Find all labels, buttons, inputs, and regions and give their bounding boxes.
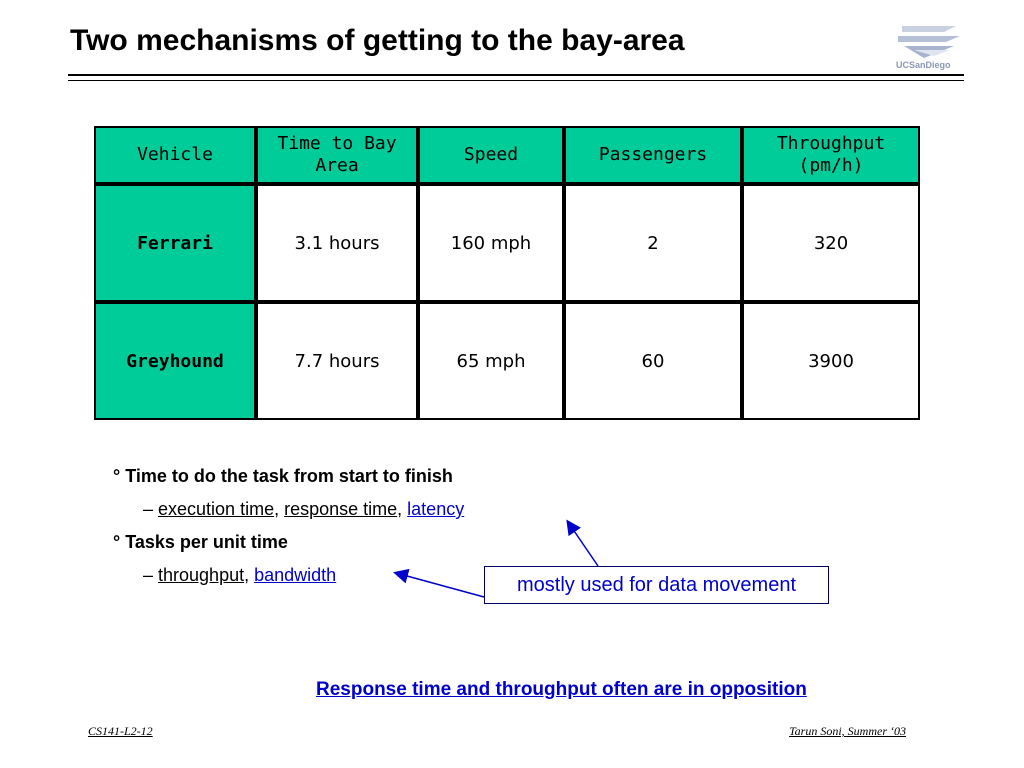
header-passengers: Passengers [564,126,742,184]
header-time-line1: Time to Bay [277,133,397,154]
table-row [94,184,920,302]
header-speed: Speed [418,126,564,184]
header-throughput-line1: Throughput [776,133,886,154]
logo-wordmark: UCSanDiego [896,60,951,70]
callout-data-movement: mostly used for data movement [484,566,829,604]
dash-1: – [143,499,159,519]
vehicle-comparison-table [94,126,920,420]
row-greyhound-passengers: 60 [564,302,742,420]
title-underline-thin [68,80,964,81]
bullet-tasks-per-unit-time: ° Tasks per unit time [113,532,288,552]
table-header-row [94,126,920,184]
row-greyhound-throughput: 3900 [742,302,920,420]
term-latency-link[interactable]: latency [407,499,465,519]
row-ferrari-passengers: 2 [564,184,742,302]
header-time-to-bay-area [256,126,418,184]
separator-2: , [397,499,408,519]
separator-1: , [274,499,285,519]
opposition-note-link[interactable]: Response time and throughput often are in opposition [316,679,807,700]
separator-3: , [244,565,255,585]
table-row [94,302,920,420]
term-execution-time: execution time [158,499,275,519]
row-ferrari-speed: 160 mph [418,184,564,302]
row-greyhound-vehicle: Greyhound [94,302,256,420]
row-ferrari-vehicle: Ferrari [94,184,256,302]
sub-bullet-throughput-terms [113,561,464,594]
bullet-time-to-finish: ° Time to do the task from start to finish [113,466,453,486]
title-underline-thick [68,74,964,76]
row-greyhound-speed: 65 mph [418,302,564,420]
term-throughput: throughput [158,565,245,585]
header-throughput [742,126,920,184]
arrow-to-latency [568,522,598,566]
row-ferrari-throughput: 320 [742,184,920,302]
term-bandwidth-link[interactable]: bandwidth [254,565,337,585]
row-ferrari-time: 3.1 hours [256,184,418,302]
footer-slide-id: CS141-L2-12 [88,724,153,738]
header-throughput-line2: (pm/h) [798,155,864,176]
slide-title: Two mechanisms of getting to the bay-area [70,24,685,57]
header-time-line2: Area [315,155,359,176]
footer-author: Tarun Soni, Summer ‘03 [789,724,906,738]
row-greyhound-time: 7.7 hours [256,302,418,420]
bullet-list [113,462,464,594]
term-response-time: response time [284,499,398,519]
dash-2: – [143,565,159,585]
sub-bullet-latency-terms [113,495,464,528]
header-vehicle: Vehicle [94,126,256,184]
